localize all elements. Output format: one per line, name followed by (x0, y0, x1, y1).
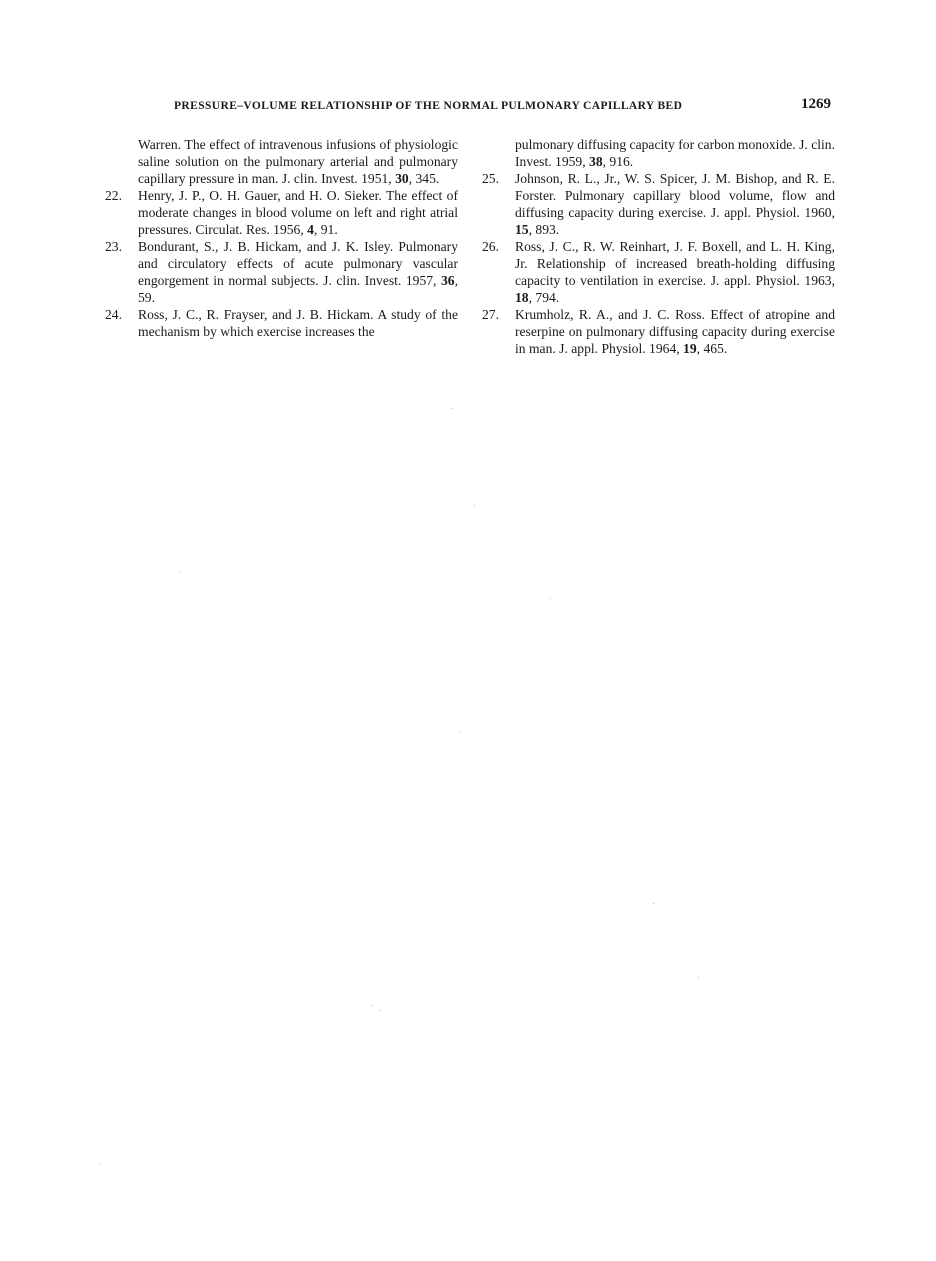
volume-number: 15 (515, 222, 529, 237)
scan-speck (372, 1005, 373, 1006)
left-reference-column (98, 136, 458, 340)
scan-speck (380, 1010, 381, 1011)
scan-speck (452, 408, 453, 409)
scan-speck (653, 903, 654, 904)
reference-number: 24. (105, 307, 122, 322)
reference-number: 22. (105, 188, 122, 203)
scan-speck (459, 731, 460, 732)
volume-number: 18 (515, 290, 529, 305)
volume-number: 30 (395, 171, 409, 186)
volume-number: 38 (589, 154, 603, 169)
reference-27: 27. Krumholz, R. A., and J. C. Ross. Effect of atropine and reserpine on pulmonary diffusing capacity during exercise in man. J. appl. Physiol. 1964, 19, 465. (475, 306, 835, 357)
reference-number: 26. (482, 239, 499, 254)
scan-speck (474, 505, 475, 506)
reference-continuation: pulmonary diffusing capacity for carbon monoxide. J. clin. Invest. 1959, 38, 916. (515, 137, 835, 169)
reference-22: 22. Henry, J. P., O. H. Gauer, and H. O. Sieker. The effect of moderate changes in blood volume on left and right atrial pressures. Circulat. Res. 1956, 4, 91. (98, 187, 458, 238)
scan-speck (698, 977, 699, 978)
reference-number: 25. (482, 171, 499, 186)
running-title: PRESSURE–VOLUME RELATIONSHIP OF THE NORMAL PULMONARY CAPILLARY BED (174, 100, 683, 112)
scan-speck (100, 1163, 101, 1164)
page-number: 1269 (801, 96, 831, 112)
reference-23: 23. Bondurant, S., J. B. Hickam, and J. K. Isley. Pulmonary and circulatory effects of acute pulmonary vascular engorgement in normal subjects. J. clin. Invest. 1957, 36, 59. (98, 238, 458, 306)
scan-speck (550, 598, 551, 599)
right-reference-column (475, 136, 835, 357)
reference-number: 27. (482, 307, 499, 322)
volume-number: 36 (441, 273, 455, 288)
reference-26: 26. Ross, J. C., R. W. Reinhart, J. F. Boxell, and L. H. King, Jr. Relationship of increased breath-holding diffusing capacity to ventilation in exercise. J. appl. Physiol. 1963, 18, 794. (475, 238, 835, 306)
scan-speck (180, 571, 181, 572)
reference-25: 25. Johnson, R. L., Jr., W. S. Spicer, J. M. Bishop, and R. E. Forster. Pulmonary capillary blood volume, flow and diffusing capacity during exercise. J. appl. Physiol. 1960, 15, 893. (475, 170, 835, 238)
reference-continuation: Warren. The effect of intravenous infusions of physiologic saline solution on the pulmonary arterial and pulmonary capillary pressure in man. J. clin. Invest. 1951, 30, 345. (138, 137, 458, 186)
reference-number: 23. (105, 239, 122, 254)
volume-number: 19 (683, 341, 697, 356)
reference-24: 24. Ross, J. C., R. Frayser, and J. B. Hickam. A study of the mechanism by which exercise increases the (98, 306, 458, 340)
volume-number: 4 (307, 222, 314, 237)
